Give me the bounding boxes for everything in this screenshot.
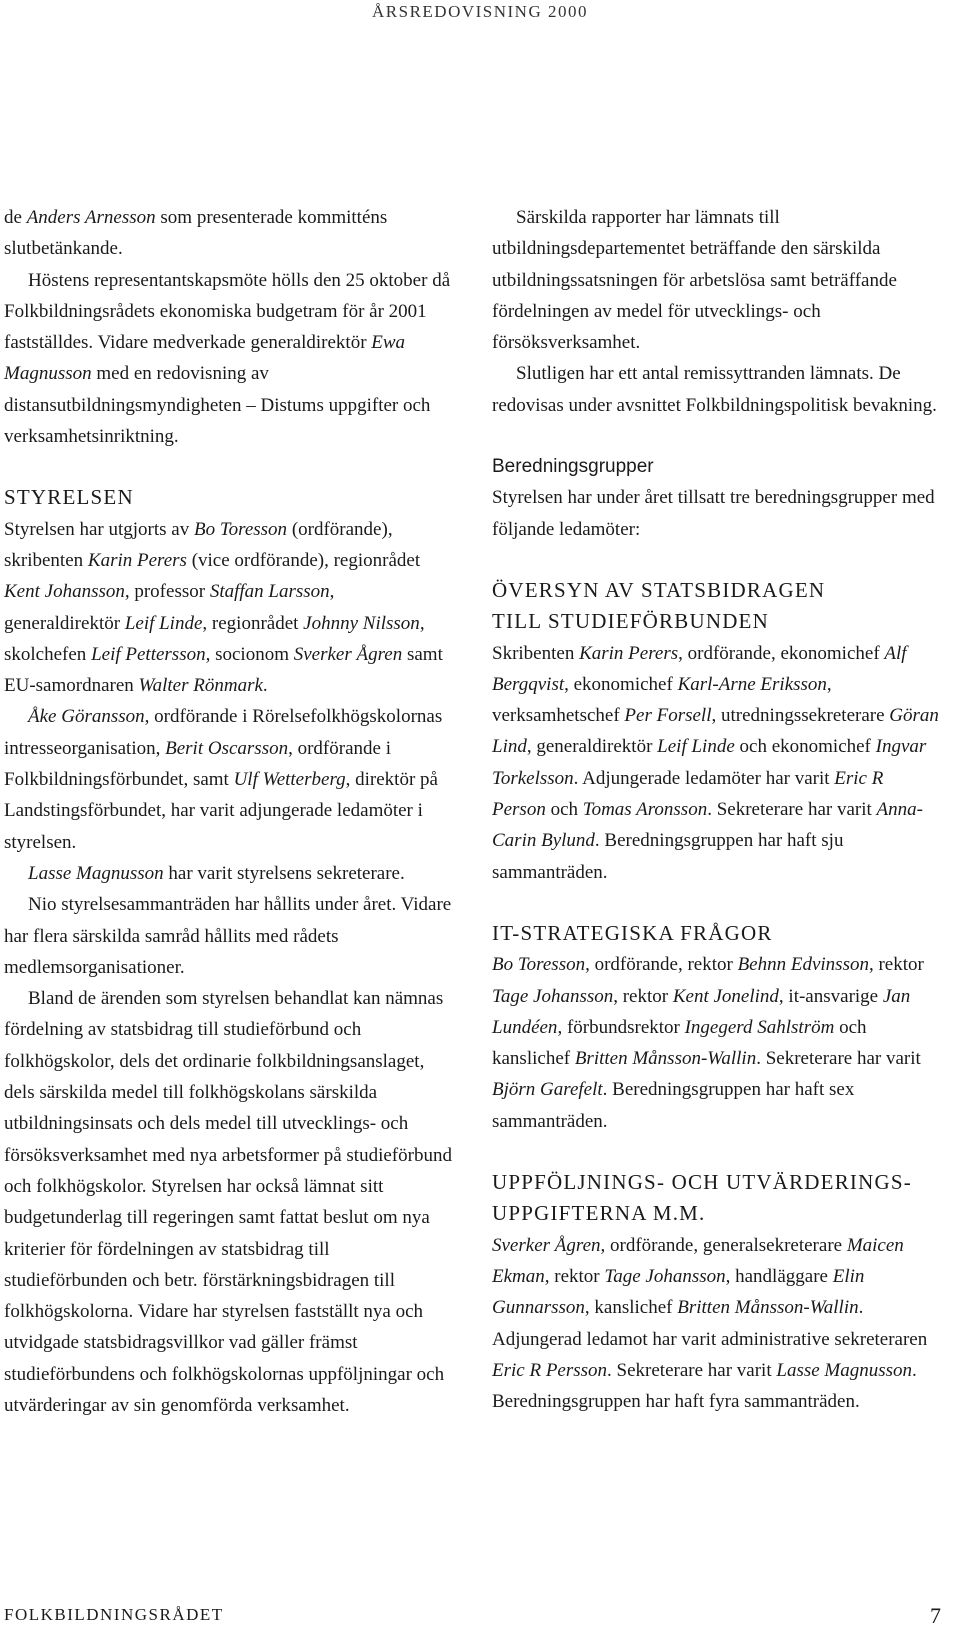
- text-run: , ekonomichef: [564, 673, 678, 695]
- text-run: , handläggare: [725, 1265, 833, 1287]
- text-run: , ordförande, rektor: [585, 954, 738, 976]
- running-header: ÅRSREDOVISNING 2000: [372, 2, 588, 21]
- person-name: Karin Perers: [87, 549, 187, 571]
- text-run: Slutligen har ett antal remissyttranden lämnats. De redovisas under avsnittet Folkbildningspolitisk bevakning.: [492, 363, 937, 416]
- person-name: Tage Johansson: [492, 985, 614, 1007]
- person-name: Lasse Magnusson: [28, 862, 164, 884]
- page-number: 7: [930, 1603, 941, 1628]
- person-name: Britten Månsson-Wallin: [677, 1297, 859, 1319]
- text-run: Styrelsen har utgjorts av: [4, 518, 194, 540]
- footer-org-name: FOLKBILDNINGSRÅDET: [4, 1605, 224, 1624]
- person-name: Björn Garefelt: [492, 1079, 603, 1101]
- heading-line: ÖVERSYN AV STATSBIDRAGEN: [492, 577, 826, 602]
- right-column: [492, 202, 940, 1417]
- person-name: Kent Jonelind: [672, 985, 779, 1007]
- subsection-heading-uppfoljning: [492, 1167, 940, 1230]
- text-run: och: [545, 799, 583, 821]
- text-run: samt EU-samordnaren: [4, 643, 443, 697]
- text-run: , ordförande i Rörelsefolkhögskolornas intresseorganisation,: [4, 706, 443, 759]
- person-name: Leif Linde: [657, 736, 735, 758]
- text-run: . Beredningsgruppen har haft fyra sammanträden.: [492, 1359, 917, 1413]
- person-name: Ingvar Torkelsson: [492, 736, 927, 789]
- text-run: (vice ordförande), regionrådet: [186, 549, 421, 571]
- person-name: Britten Månsson-Wallin: [574, 1048, 757, 1070]
- person-name: Karl-Arne Eriksson: [677, 673, 827, 695]
- person-name: Per Forsell: [624, 705, 712, 727]
- text-run: . Beredningsgruppen har haft sju sammanträden.: [492, 830, 844, 883]
- person-name: Lasse Magnusson: [776, 1359, 913, 1381]
- person-name: Berit Oscarsson: [165, 737, 289, 759]
- paragraph: [4, 889, 452, 983]
- person-name: Anders Arnesson: [26, 207, 156, 228]
- paragraph: [492, 358, 940, 421]
- text-run: , ordförande, generalsekreterare: [600, 1234, 847, 1256]
- text-run: , professor: [124, 581, 210, 603]
- heading-line: UPPFÖLJNINGS- OCH UTVÄRDERINGS-: [492, 1170, 912, 1195]
- subsection-heading-oversyn: [492, 575, 940, 638]
- person-name: Behnn Edvinsson: [737, 954, 869, 976]
- person-name: Karin Perers: [579, 642, 679, 664]
- paragraph: [492, 638, 940, 888]
- paragraph: [492, 949, 940, 1137]
- text-run: , regionrådet: [202, 612, 304, 634]
- person-name: Elin Gunnarsson: [492, 1265, 865, 1319]
- text-run: , kanslichef: [584, 1297, 678, 1319]
- person-name: Johnny Nilsson: [303, 612, 420, 634]
- text-run: Bland de ärenden som styrelsen behandlat kan nämnas fördelning av statsbidrag till studieförbund och folkhögskolor, dels det ordinarie folkbildningsanslaget, dels särskilda medel till folkhögskolans särskilda utbildningsinsats och dels medel till utvecklings- och försöksverksamhet med nya arbetsformer på studieförbund och folkhögskolor. Styrelsen har också lämnat sitt budgetunderlag till regeringen samt fattat beslut om nya kriterier för fördelningen av statsbidrag till studieförbunden och betr. förstärkningsbidragen till folkhögskolorna. Vidare har styrelsen fastställt nya och utvidgade statsbidragsvillkor vad gäller främst studieförbundens och folkhögskolornas uppföljningar och utvärderingar av sin genomförda verksamhet.: [4, 988, 452, 1416]
- text-run: som presenterade kommitténs slutbetänkande.: [4, 207, 388, 260]
- person-name: Tomas Aronsson: [582, 799, 708, 821]
- person-name: Tage Johansson: [604, 1265, 726, 1287]
- paragraph: [4, 983, 452, 1421]
- heading-line: TILL STUDIEFÖRBUNDEN: [492, 609, 769, 634]
- text-run: , ordförande, ekonomichef: [678, 642, 885, 664]
- person-name: Sverker Ågren: [492, 1234, 601, 1256]
- text-run: , rektor: [868, 954, 924, 976]
- paragraph: [492, 482, 940, 545]
- person-name: Göran Lind: [492, 705, 939, 758]
- paragraph: [4, 701, 452, 857]
- text-run: , verksamhetschef: [492, 673, 832, 727]
- text-run: , utredningssekreterare: [711, 705, 890, 727]
- person-name: Ingegerd Sahlström: [684, 1016, 835, 1038]
- text-run: , socionom: [205, 643, 294, 665]
- left-column: [4, 202, 452, 1421]
- text-run: , ordförande i Folkbildningsförbundet, samt: [4, 737, 391, 791]
- text-run: , it-ansvarige: [778, 985, 883, 1007]
- text-run: och ekonomichef: [734, 736, 876, 758]
- text-run: . Sekreterare har varit: [756, 1048, 921, 1070]
- text-run: Nio styrelsesammanträden har hållits under året. Vidare har flera särskilda samråd hållits med rådets medlemsorganisationer.: [4, 894, 452, 978]
- text-run: har varit styrelsens sekreterare.: [163, 862, 405, 884]
- section-heading-beredningsgrupper: Beredningsgrupper: [492, 456, 654, 478]
- paragraph: [4, 858, 452, 889]
- person-name: Maicen Ekman: [492, 1234, 904, 1287]
- text-run: . Sekreterare har varit: [607, 1359, 777, 1381]
- person-name: Bo Toresson: [193, 518, 288, 540]
- text-run: . Adjungerad ledamot har varit administrative sekreteraren: [492, 1297, 928, 1350]
- text-run: med en redovisning av distansutbildningsmyndigheten – Distums uppgifter och verksamhetsinriktning.: [4, 363, 431, 448]
- text-run: Särskilda rapporter har lämnats till utbildningsdepartementet beträffande den särskilda utbildningssatsningen för arbetslösa samt beträffande fördelningen av medel för utvecklings- och försöksverksamhet.: [492, 207, 897, 354]
- section-heading-styrelsen: STYRELSEN: [4, 485, 134, 510]
- text-run: . Sekreterare har varit: [707, 799, 877, 821]
- person-name: Anna-Carin Bylund: [492, 799, 923, 852]
- person-name: Ulf Wetterberg: [233, 769, 346, 791]
- person-name: Bo Toresson: [492, 954, 586, 976]
- person-name: Sverker Ågren: [293, 643, 403, 665]
- text-run: , generaldirektör: [4, 581, 335, 634]
- person-name: Walter Rönmark: [138, 675, 263, 697]
- person-name: Alf Bergqvist: [492, 642, 907, 695]
- person-name: Kent Johansson: [4, 581, 125, 603]
- person-name: Eric R Person: [492, 767, 884, 821]
- paragraph: [4, 265, 452, 453]
- person-name: Leif Linde: [124, 612, 203, 634]
- paragraph: [492, 202, 940, 358]
- text-run: Skribenten: [492, 642, 580, 664]
- paragraph: [4, 514, 452, 702]
- text-run: , rektor: [544, 1265, 605, 1287]
- text-run: och kanslichef: [492, 1016, 867, 1070]
- paragraph: [492, 1230, 940, 1418]
- text-run: .: [262, 675, 268, 697]
- person-name: Åke Göransson: [28, 706, 145, 728]
- text-run: , generaldirektör: [526, 736, 658, 758]
- text-run: , rektor: [613, 985, 673, 1007]
- text-run: de: [4, 207, 27, 228]
- heading-line: UPPGIFTERNA M.M.: [492, 1201, 706, 1226]
- text-run: Höstens representantskapsmöte hölls den 25 oktober då Folkbildningsrådets ekonomiska budgetram för år 2001 fastställdes. Vidare medverkade generaldirektör: [4, 269, 451, 354]
- text-run: . Beredningsgruppen har haft sex sammanträden.: [492, 1079, 855, 1132]
- text-run: Styrelsen har under året tillsatt tre beredningsgrupper med följande ledamöter:: [492, 487, 935, 540]
- text-run: , skolchefen: [4, 612, 425, 665]
- person-name: Jan Lundéen: [492, 985, 911, 1038]
- paragraph: [4, 202, 452, 265]
- person-name: Leif Pettersson: [91, 643, 206, 665]
- text-run: . Adjungerade ledamöter har varit: [573, 767, 835, 789]
- person-name: Ewa Magnusson: [4, 332, 406, 385]
- person-name: Staffan Larsson: [209, 581, 330, 603]
- person-name: Eric R Persson: [492, 1359, 608, 1381]
- text-run: (ordförande), skribenten: [4, 518, 393, 571]
- text-run: , direktör på Landstingsförbundet, har varit adjungerade ledamöter i styrelsen.: [4, 769, 438, 853]
- text-run: , förbundsrektor: [557, 1016, 685, 1038]
- subsection-heading-it: IT-STRATEGISKA FRÅGOR: [492, 920, 773, 945]
